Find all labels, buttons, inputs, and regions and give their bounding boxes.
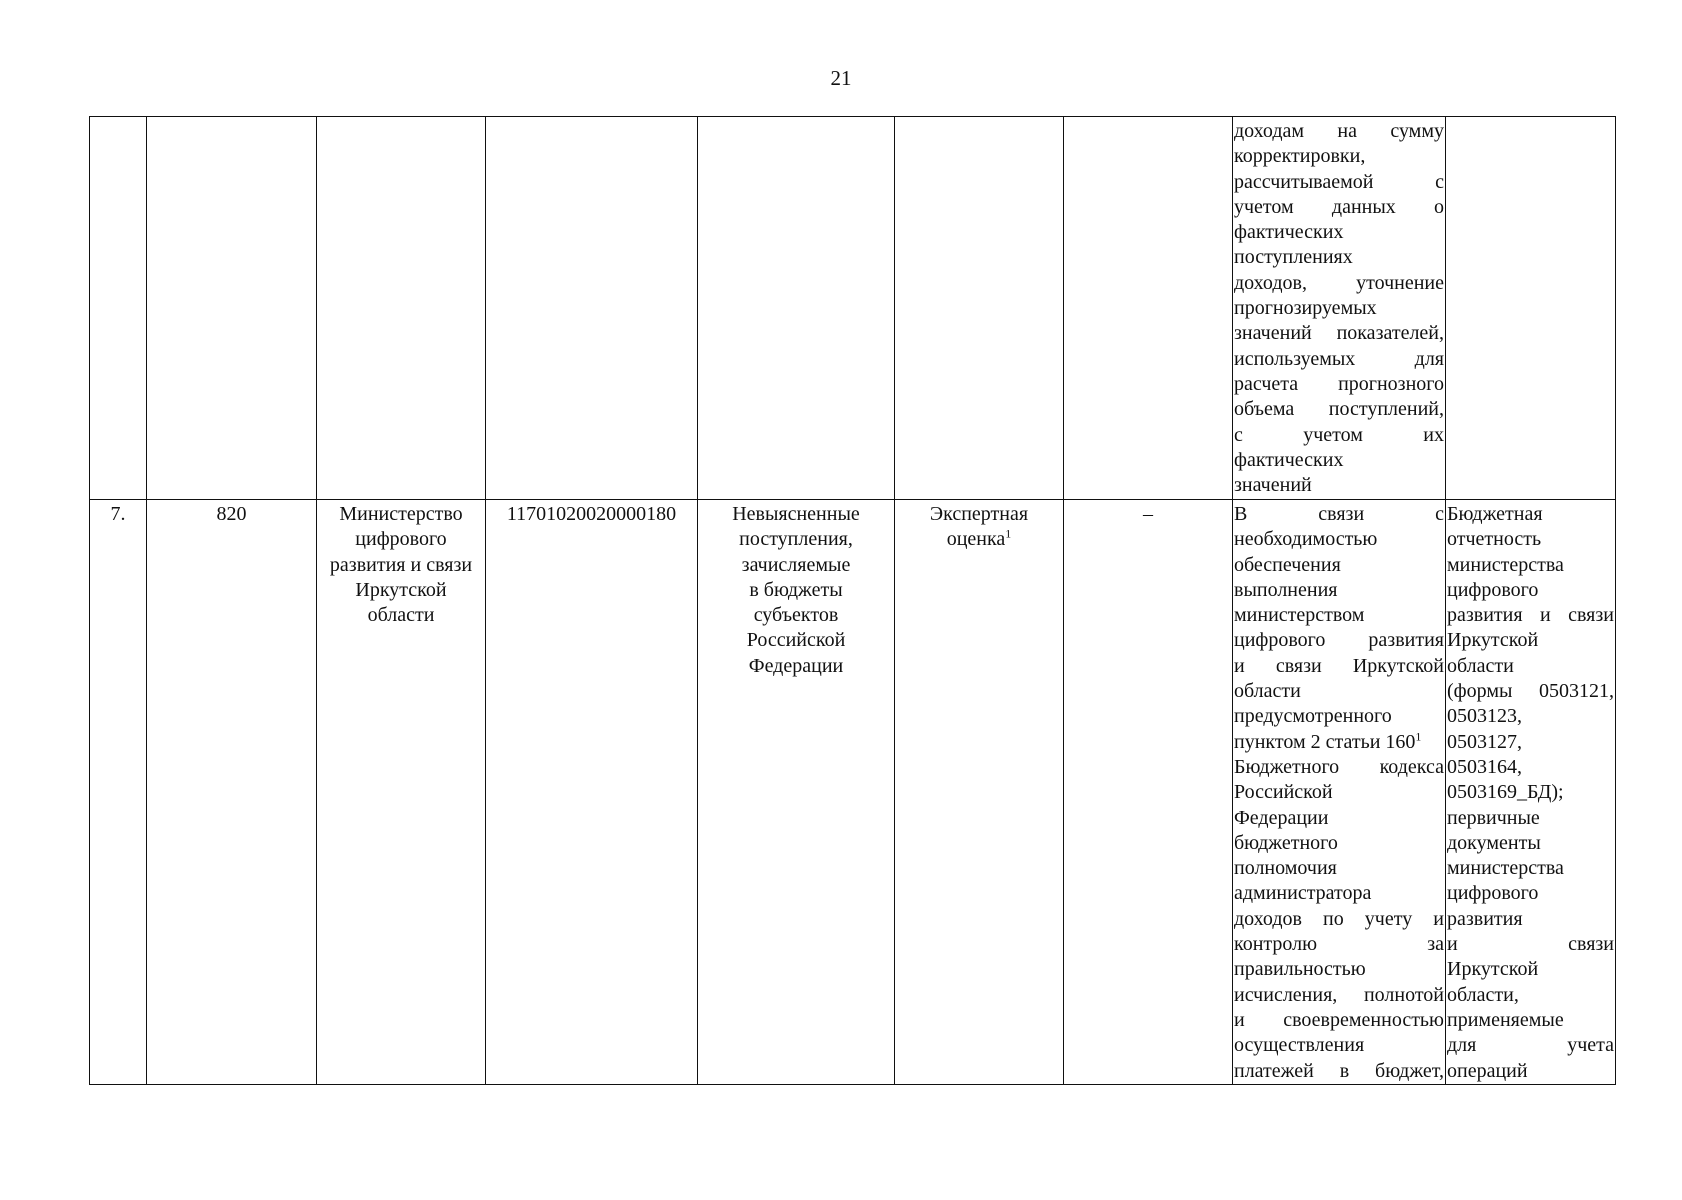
text-line: развития	[1447, 907, 1523, 930]
cell-sources	[1446, 117, 1616, 500]
text-line: (формы 0503121,	[1447, 680, 1614, 703]
row-number: 7.	[110, 503, 126, 525]
text-line: области	[1447, 654, 1514, 677]
cell-kbk	[486, 117, 698, 500]
admin-code: 820	[216, 503, 247, 525]
cell-algorithm	[1233, 117, 1446, 500]
text-line: 0503123,	[1447, 705, 1522, 728]
income-name	[698, 500, 894, 679]
cell-admin-code	[147, 117, 317, 500]
text-line: области,	[1447, 983, 1519, 1006]
cell-income-name	[698, 117, 895, 500]
text-line: Экспертная	[929, 503, 1029, 525]
text-line: Российской	[746, 629, 846, 652]
text-line: цифрового развития	[1234, 629, 1444, 652]
text-line: обеспечения	[1234, 553, 1341, 576]
text-line: администратора	[1234, 882, 1372, 905]
text-line: развития и связи	[1447, 604, 1614, 627]
cell-method	[895, 117, 1064, 500]
cell-admin-code	[147, 500, 317, 1085]
page-number: 21	[830, 66, 852, 90]
text-line: развития и связи	[329, 553, 473, 576]
text-line: и связи	[1447, 933, 1614, 956]
text-line: Иркутской	[1447, 958, 1539, 981]
income-forecast-table	[89, 116, 1616, 1085]
cell-income-name	[698, 500, 895, 1085]
text-line: министерства	[1447, 553, 1564, 576]
text-line: Федерации	[748, 654, 844, 677]
text-line: зачисляемые	[741, 553, 851, 576]
text-line: субъектов	[753, 604, 839, 627]
cell-kbk	[486, 500, 698, 1085]
text-line: для учета	[1447, 1034, 1614, 1057]
text-line: Бюджетного кодекса	[1234, 755, 1444, 778]
cell-number	[90, 117, 147, 500]
text-line: контролю за	[1234, 933, 1444, 956]
text-line: в бюджеты	[749, 578, 843, 601]
text-line: рассчитываемой с	[1234, 170, 1444, 193]
text-line: области	[1234, 680, 1301, 703]
cell-sources	[1446, 500, 1616, 1085]
text-line: 0503127,	[1447, 730, 1522, 753]
table-row-continuation	[90, 117, 1616, 500]
admin-name	[317, 500, 485, 628]
text-line: Иркутской	[355, 578, 447, 601]
text-line: учетом данных о	[1234, 195, 1444, 218]
cell-admin-name	[317, 117, 486, 500]
text-line: первичные	[1447, 806, 1540, 829]
text-line: и своевременностью	[1234, 1008, 1444, 1031]
text-line: бюджетного	[1234, 831, 1338, 854]
text-line: Российской	[1234, 781, 1333, 804]
text-line: с учетом их	[1234, 423, 1444, 446]
text-line: поступлениях	[1234, 246, 1353, 269]
method-word: оценка	[946, 528, 1006, 551]
text-line: используемых для	[1234, 347, 1444, 370]
kbk-code: 11701020020000180	[506, 503, 677, 525]
text-line: Бюджетная	[1447, 503, 1543, 525]
cell-formula	[1064, 117, 1233, 500]
text-line: Невыясненные	[732, 503, 860, 525]
text-line: отчетность	[1447, 528, 1542, 551]
text-line: применяемые	[1447, 1008, 1564, 1031]
cell-algorithm	[1233, 500, 1446, 1085]
text-line: фактических	[1234, 448, 1344, 471]
cell-method	[895, 500, 1064, 1085]
text-line: доходов, уточнение	[1234, 271, 1444, 294]
cell-number	[90, 500, 147, 1085]
text-line: необходимостью	[1234, 528, 1378, 551]
text-line: В связи с	[1234, 503, 1444, 525]
text-line: доходам на сумму	[1234, 120, 1444, 142]
text-line: платежей в бюджет,	[1234, 1059, 1444, 1082]
text-line: Министерство	[339, 503, 463, 525]
cell-admin-name	[317, 500, 486, 1085]
text-line: поступления,	[739, 528, 853, 551]
formula-dash: –	[1143, 503, 1153, 525]
text-line	[899, 527, 1059, 552]
text-line: прогнозируемых	[1234, 297, 1377, 320]
footnote-mark: 1	[1415, 729, 1422, 744]
text-line: доходов по учету и	[1234, 907, 1444, 930]
text-line: объема поступлений,	[1234, 398, 1444, 421]
sources-text	[1446, 500, 1615, 1084]
text-line	[1234, 730, 1444, 755]
text-line: документы	[1447, 831, 1541, 854]
text-line: корректировки,	[1234, 145, 1366, 168]
text-line: 0503169_БД);	[1447, 781, 1564, 804]
text-line: расчета прогнозного	[1234, 372, 1444, 395]
text-line: операций	[1447, 1059, 1528, 1082]
footnote-mark: 1	[1005, 526, 1012, 541]
text-line: министерства	[1447, 857, 1564, 880]
text-line: Иркутской	[1447, 629, 1539, 652]
text-line: предусмотренного	[1234, 705, 1392, 728]
text-line: выполнения	[1234, 578, 1338, 601]
text-line: исчисления, полнотой	[1234, 983, 1444, 1006]
table-row-7	[90, 500, 1616, 1085]
text-line: Федерации	[1234, 806, 1329, 829]
text-line: значений показателей,	[1234, 322, 1444, 345]
text-line: полномочия	[1234, 857, 1337, 880]
text-line: министерством	[1234, 604, 1365, 627]
text-line: 0503164,	[1447, 755, 1522, 778]
text-line: области	[367, 604, 435, 627]
text-line: и связи Иркутской	[1234, 654, 1444, 677]
text-fragment: пунктом 2 статьи 160	[1234, 730, 1416, 753]
text-line: осуществления	[1234, 1034, 1365, 1057]
text-line: цифрового	[355, 528, 447, 551]
text-line: правильностью	[1234, 958, 1366, 981]
algorithm-text	[1233, 500, 1445, 1084]
text-line: цифрового	[1447, 578, 1539, 601]
algorithm-text	[1233, 117, 1445, 498]
text-line: цифрового	[1447, 882, 1539, 905]
cell-formula	[1064, 500, 1233, 1085]
text-line: значений	[1234, 474, 1312, 497]
calc-method	[895, 500, 1063, 553]
text-line: фактических	[1234, 221, 1344, 244]
